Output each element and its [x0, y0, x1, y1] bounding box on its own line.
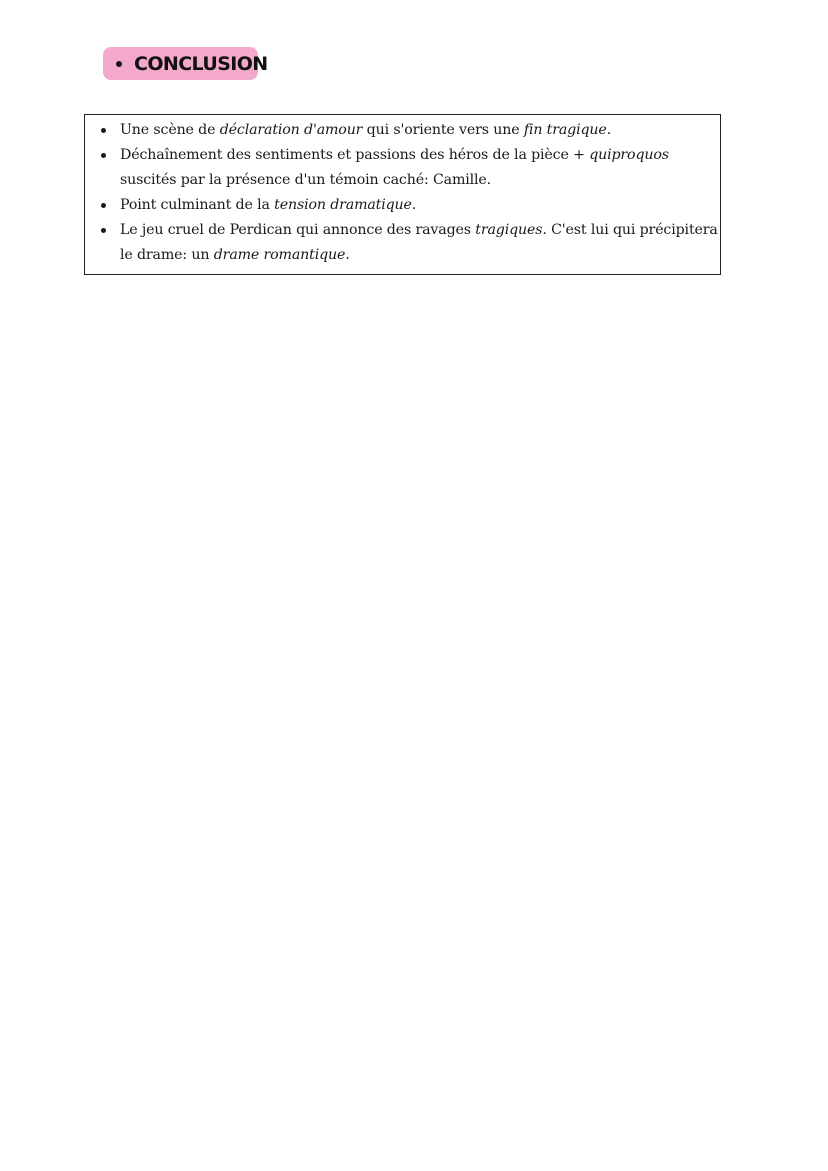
- conclusion-box: [84, 114, 721, 275]
- section-heading: CONCLUSION: [134, 52, 268, 75]
- item-text-part: Une scène de: [120, 122, 220, 138]
- bullet-icon: [101, 228, 106, 233]
- item-text-part: Le jeu cruel de Perdican qui annonce des ravages: [120, 222, 476, 238]
- item-text-part: Point culminant de la: [120, 197, 275, 213]
- item-text-part: Déchaînement des sentiments et passions des héros de la pièce +: [120, 147, 590, 163]
- item-text-part: qui s'oriente vers une: [362, 122, 524, 138]
- bullet-icon: [101, 128, 106, 133]
- conclusion-list: [85, 115, 720, 268]
- item-text-part: .: [411, 197, 417, 213]
- item-text-emphasis: drame romantique: [213, 247, 346, 263]
- item-text-emphasis: fin tragique: [523, 122, 607, 138]
- item-text-emphasis: déclaration d'amour: [219, 122, 363, 138]
- item-text-part: . C'est lui qui précipitera le drame: un: [120, 222, 718, 263]
- item-text-part: suscités par la présence d'un témoin caché: Camille.: [120, 172, 492, 188]
- list-item: [85, 143, 720, 193]
- item-text-emphasis: tragiques: [475, 222, 543, 238]
- item-text-part: .: [606, 122, 612, 138]
- bullet-icon: [101, 153, 106, 158]
- list-item: [85, 118, 720, 143]
- item-text-emphasis: quiproquos: [589, 147, 669, 163]
- bullet-icon: [116, 61, 122, 67]
- item-text-emphasis: tension dramatique: [274, 197, 412, 213]
- list-item: [85, 193, 720, 218]
- item-text-part: .: [345, 247, 350, 263]
- bullet-icon: [101, 203, 106, 208]
- section-heading-badge: [103, 47, 268, 80]
- list-item: [85, 218, 720, 268]
